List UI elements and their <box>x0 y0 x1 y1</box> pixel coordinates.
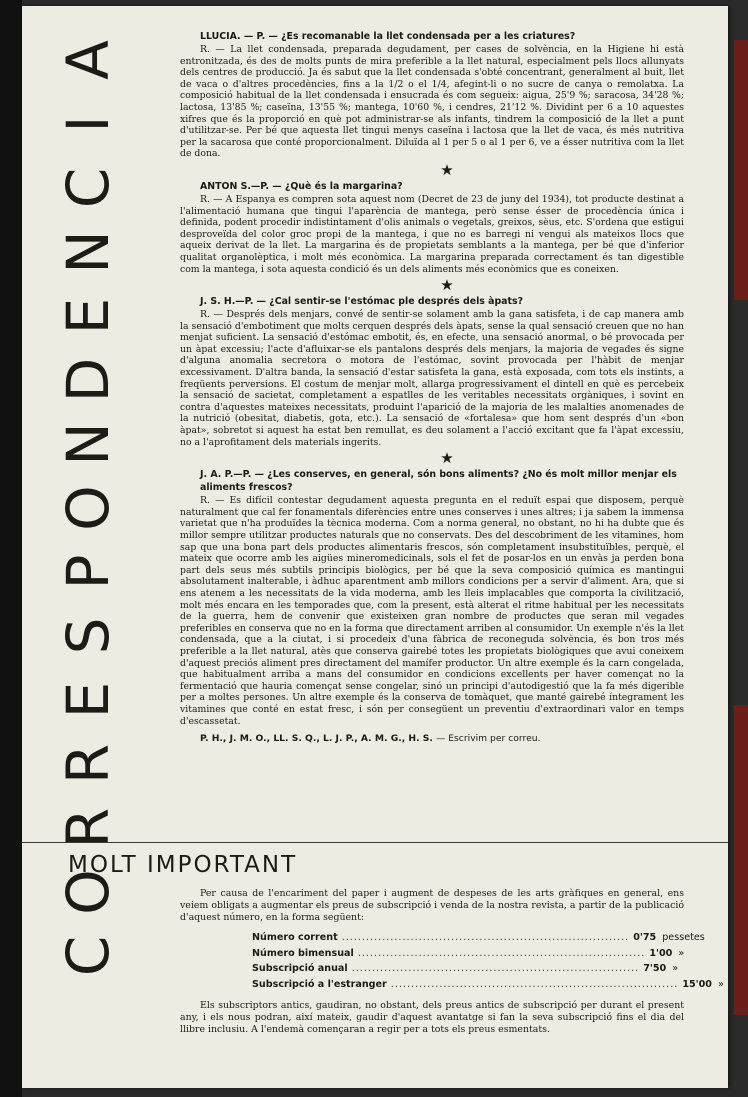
title-letter: E <box>54 681 122 719</box>
price-row <box>252 930 705 946</box>
qa-item <box>180 295 684 448</box>
question: J. S. H.—P. — ¿Cal sentir-se l'estómac ple després dels àpats? <box>200 296 524 308</box>
title-letter: A <box>54 40 122 80</box>
notice-intro: Per causa de l'encariment del paper i augment de despeses de les arts gràfiques en general, ens veiem obligats a augmentar els preus de subscripció i venda de la nostra revista, a partir de la publicació d'aquest número, en la forma següent: <box>180 888 684 923</box>
title-letter: O <box>54 869 122 915</box>
star-separator-icon: ★ <box>440 449 454 468</box>
section-divider <box>22 842 728 843</box>
star-separator-icon: ★ <box>440 160 454 179</box>
answer: R. — Es difícil contestar degudament aquesta pregunta en el reduït espai que disposem, perquè naturalment que cal fer fonamentals diferències entre unes conserves i unes altres; i ja sabem la immensa varietat que n'ha produïdes la tècnica moderna. Com a norma general, no obstant, no hi ha dubte que és millor sempre utilitzar productes naturals que no conservats. Des del descobriment de les vitamines, hom sap que una bona part dels productes alimentaris frescos, són completament insubstituïbles, perquè, el mateix que ocorre amb les aigües mineromedicinals, sols el fet de posar-los en un envàs ja perden bona part dels seus més subtils principis biològics, per bé que la seva composició química es mantingui absolutament inalterable, i àdhuc aparentment amb millors condicions per a servir d'aliment. Ara, que si ens atenem a les necessitats de la vida moderna, amb les lleis implacables que comporta la civilització, molt més encara en les temporades que, com la present, està alterat el ritme habitual per les necessitats de la guerra, hem de convenir que existeixen gran nombre de productes que seran mil vegades preferibles en conserva que no en la forma que directament arriben al consumidor. Un exemple n'és la llet condensada, que a la ciutat, i si procedeix d'una fàbrica de reconeguda solvència, és bon tros més preferible a la llet natural, atès que conserva gairebé totes les propietats biològiques que avui coneixem d'aquest preciós aliment pres directament del mamífer productor. Un altre exemple és la carn congelada, que habitualment arriba a mans del consumidor en condicions excellents per haver començat no la fermentació que hauria començat sense congelar, sinó un principi d'autodigestió que la fa més digerible per a moltes persones. Un altre exemple és la conserva de tomàquet, que manté gairebé íntegrament les vitamines que conté en estat fresc, i són per consegüent un preventiu d'extraordinari valor en temps d'escassetat. <box>180 495 684 727</box>
answer: R. — A Espanya es compren sota aquest nom (Decret de 23 de juny del 1934), tot producte destinat a l'alimentació humana que tingui l'aparència de mantega, però sense ésser de procedència única i definida, podent procedir indistintament d'olis animals o vegetals, greixos, sèus, etc. S'ordena que estigui desproveïda del color groc propi de la mantega, i que no es barregi ni vengui als mateixos llocs que aqueix derivat de la llet. La margarina és de propietats semblants a la mantega, per bé que d'inferior qualitat organolèptica, i molt més econòmica. La margarina preparada correctament és tan digestible com la mantega, i sota aquesta condició és un dels aliments més econòmics que es coneixen. <box>180 193 684 275</box>
section-title-vertical <box>48 28 128 977</box>
price-label: Subscripció anual <box>252 963 348 974</box>
title-letter: O <box>54 485 122 531</box>
star-separator-icon: ★ <box>440 276 454 295</box>
signoff-tail: — Escrivim per correu. <box>436 733 541 745</box>
price-value: 15'00 <box>682 978 712 990</box>
price-label: Número corrent <box>252 932 338 943</box>
price-value: 1'00 <box>649 947 673 959</box>
leader-dots: ....................................................................... <box>341 932 630 943</box>
price-unit: pessetes <box>662 932 705 943</box>
title-letter: N <box>54 230 122 274</box>
price-label: Subscripció a l'estranger <box>252 978 387 990</box>
price-unit: » <box>717 978 724 990</box>
answer: R. — La llet condensada, preparada degudament, per cases de solvència, en la Higiene hi està entronitzada, és des de molts punts de mira preferible a la llet natural, especialment pels llocs allunyats dels centres de producció. Ja és sabut que la llet condensada s'obté concentrant, generalment al buit, llet de vaca o d'altres procedències, fins a la 1/2 o el 1/4, afegint-li o no sucre de canya o remolatxa. La composició habitual de la llet condensada i ensucrada és com segueix: aigua, 25'9 %; saracosa, 34'28 %; lactosa, 13'85 %; caseïna, 13'55 %; mantega, 10'60 %, i cendres, 21'12 %. Dividint per 6 a 10 aquestes xifres que és la proporció en què pot administrar-se als infants, tindrem la composició de la llet a punt d'utilitzar-se. Per bé que aquesta llet tingui menys caseïna i lactosa que la llet de vaca, és més nutritiva per la sacarosa que conté proporcionalment. Diluïda al 1 per 5 o al 1 per 6, ve a ésser nutritiva com la llet de dona. <box>180 44 684 160</box>
qa-item <box>180 30 684 160</box>
leader-dots: ....................................................................... <box>390 978 679 990</box>
price-row <box>252 946 685 962</box>
price-row <box>252 961 679 977</box>
leader-dots: ....................................................................... <box>351 963 640 974</box>
price-unit: » <box>672 963 679 974</box>
title-letter: C <box>54 935 122 977</box>
title-letter: P <box>54 554 122 590</box>
signoff-names: P. H., J. M. O., LL. S. Q., L. J. P., A. M. G., H. S. <box>200 733 433 745</box>
question: ANTON S.—P. — ¿Què és la margarina? <box>200 180 403 192</box>
price-table <box>252 930 724 992</box>
notice-closing: Els subscriptors antics, gaudiran, no obstant, dels preus antics de subscripció per durant el present any, i els nous podran, així mateix, gaudir d'aquest avantatge si fan la seva subscripció fins el dia del llibre inclusiu. A l'endemà començaran a regir per a tots els preus esmentats. <box>180 1000 684 1035</box>
scan-red-strip-top <box>734 40 748 300</box>
scan-red-strip-bottom <box>734 705 748 1015</box>
leader-dots: ....................................................................... <box>357 947 646 959</box>
title-letter: N <box>54 422 122 466</box>
title-letter: I <box>54 115 122 133</box>
title-letter: R <box>54 807 122 849</box>
correspondence-column <box>180 30 684 744</box>
qa-item <box>180 468 684 727</box>
signoff <box>200 733 684 744</box>
price-value: 0'75 <box>633 932 657 943</box>
important-heading: MOLT IMPORTANT <box>68 852 298 878</box>
scan-left-edge <box>0 0 22 1097</box>
title-letter: S <box>54 617 122 655</box>
title-letter: E <box>54 297 122 335</box>
title-letter: D <box>54 357 122 403</box>
price-value: 7'50 <box>643 963 667 974</box>
price-row <box>252 977 724 993</box>
important-notice <box>180 888 724 1036</box>
question: LLUCIA. — P. — ¿Es recomanable la llet condensada per a les criatures? <box>200 31 576 42</box>
answer: R. — Després dels menjars, convé de sentir-se solament amb la gana satisfeta, i de cap manera amb la sensació d'embotiment que molts cerquen després dels àpats, sense la qual sensació creuen que no han menjat suficient. La sensació d'estómac embotit, és, en efecte, una sensació anormal, o bé provocada per un àpat excessiu; l'acte d'afluixar-se els pantalons després dels menjars, la majoria de vegades és signe d'alguna anomalia secretora o motora de l'estómac, sovint provocada per l'hàbit de menjar excessivament. D'altra banda, la sensació d'estar satisfeta la gana, està exposada, com tots els instints, a freqüents perversions. El costum de menjar molt, allarga progressivament el dintell en què es percebeix la sensació de sacietat, completament a espatlles de les veritables necessitats orgàniques, i sovint en contra d'aquestes mateixes necessitats, produint l'aparició de la majoria de les malalties anomenades de la nutrició (obesitat, diabetis, gota, etc.). La sensació de «fortalesa» que hom sent després d'un «bon àpat», sobretot si aquest ha estat ben remullat, es deu solament a l'acció excitant que fa l'àpat excessiu, no a l'aprofitament dels materials ingerits. <box>180 309 684 448</box>
title-letter: R <box>54 743 122 785</box>
question: J. A. P.—P. — ¿Les conserves, en general, són bons aliments? ¿No és molt millor menjar els aliments frescos? <box>200 469 677 494</box>
qa-item <box>180 180 684 275</box>
price-label: Número bimensual <box>252 947 354 959</box>
price-unit: » <box>678 947 685 959</box>
title-letter: C <box>54 167 122 209</box>
